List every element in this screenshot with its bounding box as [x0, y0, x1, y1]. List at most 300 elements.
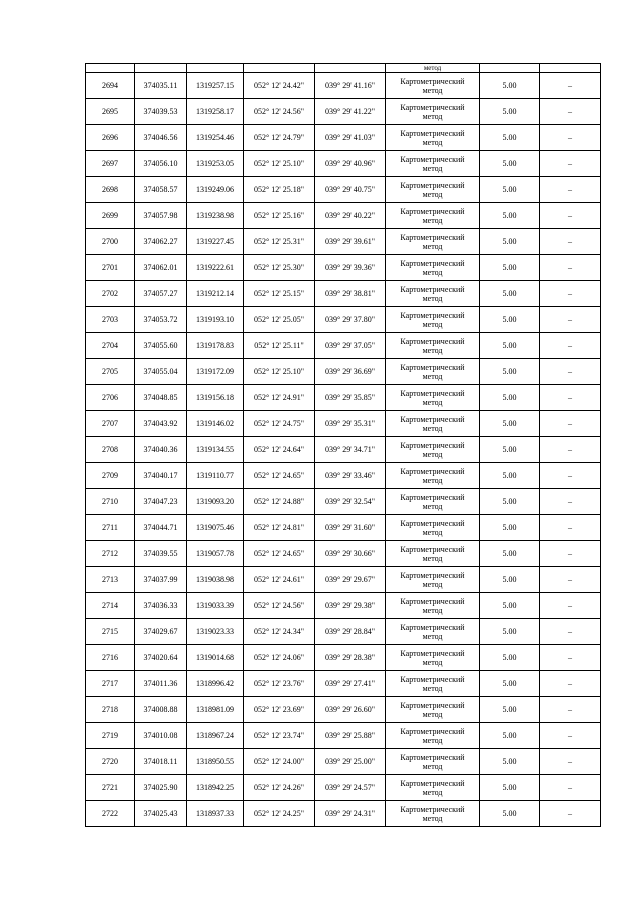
cell-latitude: 052° 12' 24.91": [244, 385, 315, 411]
cell-method: [386, 411, 480, 437]
cell-point-number: 2699: [86, 203, 135, 229]
cell-dash: –: [540, 697, 601, 723]
cell-latitude: 052° 12' 24.65": [244, 541, 315, 567]
cell-y: 1319146.02: [187, 411, 244, 437]
method-line-1: Картометрический: [400, 544, 465, 554]
cell-precision: 5.00: [480, 541, 540, 567]
cell-method: [386, 541, 480, 567]
cell-precision: 5.00: [480, 723, 540, 749]
cell-method: [386, 385, 480, 411]
cell-y: 1319075.46: [187, 515, 244, 541]
cell-x: 374053.72: [135, 307, 187, 333]
table-row: [86, 281, 601, 307]
cell-latitude: 052° 12' 24.88": [244, 489, 315, 515]
cell-dash: –: [540, 385, 601, 411]
cell-dash: –: [540, 489, 601, 515]
cell-point-number: 2697: [86, 151, 135, 177]
method-line-2: метод: [422, 215, 443, 225]
cell-dash: –: [540, 801, 601, 827]
cell-x: 374048.85: [135, 385, 187, 411]
method-line-2: метод: [422, 501, 443, 511]
cell-method: [386, 255, 480, 281]
cell-method: [386, 749, 480, 775]
method-line-2: метод: [422, 137, 443, 147]
table-row: [86, 723, 601, 749]
cell-latitude: 052° 12' 23.74": [244, 723, 315, 749]
method-line-1: Картометрический: [400, 440, 465, 450]
cell-x: 374056.10: [135, 151, 187, 177]
method-line-2: метод: [422, 293, 443, 303]
cell-dash: –: [540, 723, 601, 749]
cell-x: 374010.08: [135, 723, 187, 749]
cell-x: 374062.01: [135, 255, 187, 281]
cell-latitude: 052° 12' 24.79": [244, 125, 315, 151]
method-line-1: Картометрический: [400, 492, 465, 502]
table-row: [86, 229, 601, 255]
method-line-1: Картометрический: [400, 518, 465, 528]
cell-latitude: 052° 12' 25.30": [244, 255, 315, 281]
cell-y: 1319193.10: [187, 307, 244, 333]
cell-dash: –: [540, 255, 601, 281]
cell-dash: –: [540, 749, 601, 775]
cell-longitude: 039° 29' 41.03": [315, 125, 386, 151]
method-line-1: Картометрический: [400, 232, 465, 242]
method-line-1: Картометрический: [400, 102, 465, 112]
cell-dash: –: [540, 541, 601, 567]
cell-latitude: 052° 12' 24.00": [244, 749, 315, 775]
cell-x: 374040.36: [135, 437, 187, 463]
method-line-2: метод: [422, 475, 443, 485]
cell-point-number: 2718: [86, 697, 135, 723]
method-line-2: метод: [422, 85, 443, 95]
table-row: [86, 125, 601, 151]
cell-y: 1318942.25: [187, 775, 244, 801]
cell-empty: [244, 64, 315, 73]
cell-x: 374029.67: [135, 619, 187, 645]
method-line-2: метод: [422, 709, 443, 719]
cell-longitude: 039° 29' 37.05": [315, 333, 386, 359]
cell-y: 1319134.55: [187, 437, 244, 463]
cell-dash: –: [540, 437, 601, 463]
cell-method: [386, 567, 480, 593]
cell-precision: 5.00: [480, 619, 540, 645]
cell-dash: –: [540, 203, 601, 229]
cell-method: [386, 281, 480, 307]
cell-method: [386, 463, 480, 489]
cell-method: [386, 723, 480, 749]
cell-method: [386, 593, 480, 619]
cell-method: [386, 359, 480, 385]
cell-longitude: 039° 29' 36.69": [315, 359, 386, 385]
cell-longitude: 039° 29' 29.38": [315, 593, 386, 619]
cell-method: [386, 619, 480, 645]
cell-point-number: 2715: [86, 619, 135, 645]
method-line-2: метод: [422, 813, 443, 823]
cell-latitude: 052° 12' 24.42": [244, 73, 315, 99]
cell-y: 1318981.09: [187, 697, 244, 723]
cell-point-number: 2717: [86, 671, 135, 697]
method-line-1: Картометрический: [400, 648, 465, 658]
cell-latitude: 052° 12' 25.15": [244, 281, 315, 307]
cell-precision: 5.00: [480, 593, 540, 619]
method-line-1: Картометрический: [400, 622, 465, 632]
cell-latitude: 052° 12' 24.64": [244, 437, 315, 463]
cell-y: 1318950.55: [187, 749, 244, 775]
table-row: [86, 593, 601, 619]
method-line-1: Картометрический: [400, 804, 465, 814]
method-line-1: Картометрический: [400, 76, 465, 86]
cell-latitude: 052° 12' 24.61": [244, 567, 315, 593]
cell-x: 374035.11: [135, 73, 187, 99]
cell-latitude: 052° 12' 24.26": [244, 775, 315, 801]
method-line-1: Картометрический: [400, 362, 465, 372]
cell-point-number: 2708: [86, 437, 135, 463]
cell-dash: –: [540, 73, 601, 99]
cell-empty: [135, 64, 187, 73]
method-line-1: Картометрический: [400, 258, 465, 268]
cell-y: 1319172.09: [187, 359, 244, 385]
cell-precision: 5.00: [480, 515, 540, 541]
cell-y: 1319093.20: [187, 489, 244, 515]
cell-precision: 5.00: [480, 229, 540, 255]
cell-method: [386, 489, 480, 515]
cell-point-number: 2720: [86, 749, 135, 775]
cell-dash: –: [540, 359, 601, 385]
table-row: [86, 515, 601, 541]
cell-y: 1318996.42: [187, 671, 244, 697]
cell-point-number: 2712: [86, 541, 135, 567]
cell-longitude: 039° 29' 41.22": [315, 99, 386, 125]
cell-empty: [86, 64, 135, 73]
cell-x: 374020.64: [135, 645, 187, 671]
cell-x: 374040.17: [135, 463, 187, 489]
table-body: [86, 64, 601, 827]
method-line-1: Картометрический: [400, 726, 465, 736]
method-line-1: Картометрический: [400, 206, 465, 216]
cell-dash: –: [540, 671, 601, 697]
cell-method: [386, 515, 480, 541]
method-line-1: Картометрический: [400, 596, 465, 606]
method-line-2: метод: [422, 371, 443, 381]
table-row: [86, 385, 601, 411]
cell-x: 374062.27: [135, 229, 187, 255]
cell-point-number: 2700: [86, 229, 135, 255]
cell-method: [386, 73, 480, 99]
cell-latitude: 052° 12' 24.06": [244, 645, 315, 671]
cell-x: 374046.56: [135, 125, 187, 151]
cell-method: [386, 645, 480, 671]
cell-precision: 5.00: [480, 385, 540, 411]
cell-longitude: 039° 29' 40.75": [315, 177, 386, 203]
method-line-2: метод: [422, 631, 443, 641]
cell-x: 374039.55: [135, 541, 187, 567]
cell-y: 1319110.77: [187, 463, 244, 489]
cell-point-number: 2702: [86, 281, 135, 307]
cell-precision: 5.00: [480, 125, 540, 151]
cell-point-number: 2705: [86, 359, 135, 385]
cell-point-number: 2713: [86, 567, 135, 593]
cell-point-number: 2696: [86, 125, 135, 151]
method-line-1: Картометрический: [400, 310, 465, 320]
cell-point-number: 2716: [86, 645, 135, 671]
cell-point-number: 2706: [86, 385, 135, 411]
table-row: [86, 619, 601, 645]
cell-longitude: 039° 29' 31.60": [315, 515, 386, 541]
table-row: [86, 775, 601, 801]
cell-x: 374025.43: [135, 801, 187, 827]
method-line-1: Картометрический: [400, 778, 465, 788]
cell-longitude: 039° 29' 25.00": [315, 749, 386, 775]
table-row: [86, 645, 601, 671]
cell-precision: 5.00: [480, 99, 540, 125]
cell-y: 1319178.83: [187, 333, 244, 359]
cell-precision: 5.00: [480, 489, 540, 515]
cell-method: [386, 125, 480, 151]
table-row: [86, 177, 601, 203]
method-line-1: Картометрический: [400, 154, 465, 164]
cell-x: 374039.53: [135, 99, 187, 125]
cell-empty: [187, 64, 244, 73]
cell-y: 1319156.18: [187, 385, 244, 411]
cell-x: 374008.88: [135, 697, 187, 723]
cell-latitude: 052° 12' 24.25": [244, 801, 315, 827]
table-row: [86, 151, 601, 177]
cell-y: 1319257.15: [187, 73, 244, 99]
cell-longitude: 039° 29' 24.31": [315, 801, 386, 827]
cell-dash: –: [540, 151, 601, 177]
cell-precision: 5.00: [480, 151, 540, 177]
cell-precision: 5.00: [480, 307, 540, 333]
cell-longitude: 039° 29' 33.46": [315, 463, 386, 489]
cell-longitude: 039° 29' 30.66": [315, 541, 386, 567]
cell-longitude: 039° 29' 32.54": [315, 489, 386, 515]
cell-dash: –: [540, 99, 601, 125]
table-row: [86, 411, 601, 437]
method-line-2: метод: [422, 553, 443, 563]
cell-method: [386, 99, 480, 125]
table-row: [86, 73, 601, 99]
cell-method: [386, 203, 480, 229]
cell-longitude: 039° 29' 37.80": [315, 307, 386, 333]
method-line-1: Картометрический: [400, 674, 465, 684]
method-line-2: метод: [422, 657, 443, 667]
method-line-2: метод: [422, 787, 443, 797]
cell-x: 374057.98: [135, 203, 187, 229]
method-line-2: метод: [422, 683, 443, 693]
cell-method: [386, 671, 480, 697]
cell-latitude: 052° 12' 24.56": [244, 99, 315, 125]
cell-precision: 5.00: [480, 437, 540, 463]
cell-x: 374044.71: [135, 515, 187, 541]
cell-longitude: 039° 29' 41.16": [315, 73, 386, 99]
table-row: [86, 359, 601, 385]
method-line-1: Картометрический: [400, 388, 465, 398]
cell-y: 1318967.24: [187, 723, 244, 749]
cell-method: [386, 437, 480, 463]
cell-point-number: 2695: [86, 99, 135, 125]
cell-x: 374036.33: [135, 593, 187, 619]
cell-longitude: 039° 29' 38.81": [315, 281, 386, 307]
cell-y: 1319249.06: [187, 177, 244, 203]
table-row: [86, 697, 601, 723]
method-line-1: Картометрический: [400, 700, 465, 710]
cell-y: 1319038.98: [187, 567, 244, 593]
cell-dash: –: [540, 593, 601, 619]
method-line-1: Картометрический: [400, 752, 465, 762]
cell-precision: 5.00: [480, 567, 540, 593]
cell-method: [386, 775, 480, 801]
method-line-2: метод: [422, 267, 443, 277]
method-line-2: метод: [422, 605, 443, 615]
cell-latitude: 052° 12' 25.10": [244, 359, 315, 385]
method-line-2: метод: [422, 527, 443, 537]
cell-dash: –: [540, 775, 601, 801]
cell-longitude: 039° 29' 25.88": [315, 723, 386, 749]
cell-dash: –: [540, 567, 601, 593]
cell-x: 374037.99: [135, 567, 187, 593]
cell-method: [386, 307, 480, 333]
method-line-2: метод: [422, 189, 443, 199]
cell-longitude: 039° 29' 39.36": [315, 255, 386, 281]
method-line-1: Картометрический: [400, 336, 465, 346]
cell-point-number: 2721: [86, 775, 135, 801]
cell-y: 1319238.98: [187, 203, 244, 229]
cell-point-number: 2714: [86, 593, 135, 619]
cell-x: 374011.36: [135, 671, 187, 697]
cell-latitude: 052° 12' 24.81": [244, 515, 315, 541]
table-row: [86, 463, 601, 489]
cell-precision: 5.00: [480, 203, 540, 229]
cell-method: [386, 697, 480, 723]
cell-point-number: 2710: [86, 489, 135, 515]
cell-method: [386, 801, 480, 827]
continuation-row: [86, 64, 601, 73]
cell-empty: [540, 64, 601, 73]
cell-point-number: 2703: [86, 307, 135, 333]
method-line-2: метод: [422, 423, 443, 433]
cell-point-number: 2709: [86, 463, 135, 489]
cell-dash: –: [540, 307, 601, 333]
cell-latitude: 052° 12' 25.31": [244, 229, 315, 255]
cell-x: 374043.92: [135, 411, 187, 437]
cell-y: 1319057.78: [187, 541, 244, 567]
cell-longitude: 039° 29' 35.31": [315, 411, 386, 437]
cell-dash: –: [540, 177, 601, 203]
cell-point-number: 2704: [86, 333, 135, 359]
cell-latitude: 052° 12' 25.10": [244, 151, 315, 177]
cell-longitude: 039° 29' 26.60": [315, 697, 386, 723]
cell-y: 1319253.05: [187, 151, 244, 177]
method-line-2: метод: [422, 241, 443, 251]
cell-dash: –: [540, 463, 601, 489]
cell-precision: 5.00: [480, 177, 540, 203]
table-row: [86, 437, 601, 463]
cell-x: 374025.90: [135, 775, 187, 801]
cell-precision: 5.00: [480, 749, 540, 775]
table-row: [86, 749, 601, 775]
table-row: [86, 99, 601, 125]
cell-dash: –: [540, 281, 601, 307]
cell-y: 1319254.46: [187, 125, 244, 151]
table-row: [86, 203, 601, 229]
cell-point-number: 2719: [86, 723, 135, 749]
cell-dash: –: [540, 125, 601, 151]
cell-method: [386, 333, 480, 359]
method-line-2: метод: [422, 449, 443, 459]
method-line-2: метод: [422, 345, 443, 355]
method-line-2: метод: [422, 579, 443, 589]
cell-dash: –: [540, 645, 601, 671]
cell-latitude: 052° 12' 25.18": [244, 177, 315, 203]
cell-point-number: 2694: [86, 73, 135, 99]
method-line-1: Картометрический: [400, 284, 465, 294]
cell-latitude: 052° 12' 24.65": [244, 463, 315, 489]
cell-latitude: 052° 12' 23.76": [244, 671, 315, 697]
cell-x: 374047.23: [135, 489, 187, 515]
method-line-1: Картометрический: [400, 414, 465, 424]
cell-latitude: 052° 12' 25.05": [244, 307, 315, 333]
cell-precision: 5.00: [480, 463, 540, 489]
cell-precision: 5.00: [480, 359, 540, 385]
method-line-2: метод: [422, 735, 443, 745]
table-row: [86, 801, 601, 827]
coordinates-table: [85, 63, 601, 827]
cell-longitude: 039° 29' 39.61": [315, 229, 386, 255]
cell-precision: 5.00: [480, 645, 540, 671]
cell-dash: –: [540, 411, 601, 437]
cell-y: 1319033.39: [187, 593, 244, 619]
cell-longitude: 039° 29' 28.84": [315, 619, 386, 645]
cell-longitude: 039° 29' 24.57": [315, 775, 386, 801]
method-line-1: Картометрический: [400, 466, 465, 476]
cell-precision: 5.00: [480, 411, 540, 437]
cell-precision: 5.00: [480, 255, 540, 281]
method-line-1: Картометрический: [400, 570, 465, 580]
cell-precision: 5.00: [480, 333, 540, 359]
method-line-2: метод: [422, 319, 443, 329]
cell-dash: –: [540, 515, 601, 541]
table-row: [86, 541, 601, 567]
cell-method: [386, 229, 480, 255]
table-row: [86, 307, 601, 333]
cell-empty: [315, 64, 386, 73]
cell-longitude: 039° 29' 40.22": [315, 203, 386, 229]
cell-y: 1319023.33: [187, 619, 244, 645]
cell-x: 374057.27: [135, 281, 187, 307]
cell-precision: 5.00: [480, 775, 540, 801]
cell-method: [386, 177, 480, 203]
table-row: [86, 671, 601, 697]
cell-dash: –: [540, 229, 601, 255]
cell-x: 374018.11: [135, 749, 187, 775]
table-row: [86, 567, 601, 593]
cell-x: 374055.04: [135, 359, 187, 385]
cell-y: 1319227.45: [187, 229, 244, 255]
cell-dash: –: [540, 619, 601, 645]
cell-y: 1318937.33: [187, 801, 244, 827]
cell-method: [386, 151, 480, 177]
cell-y: 1319258.17: [187, 99, 244, 125]
table-row: [86, 255, 601, 281]
method-line-1: Картометрический: [400, 180, 465, 190]
cell-latitude: 052° 12' 25.11": [244, 333, 315, 359]
cell-precision: 5.00: [480, 73, 540, 99]
cell-latitude: 052° 12' 23.69": [244, 697, 315, 723]
cell-longitude: 039° 29' 35.85": [315, 385, 386, 411]
cell-empty: [480, 64, 540, 73]
cell-precision: 5.00: [480, 697, 540, 723]
cell-precision: 5.00: [480, 801, 540, 827]
